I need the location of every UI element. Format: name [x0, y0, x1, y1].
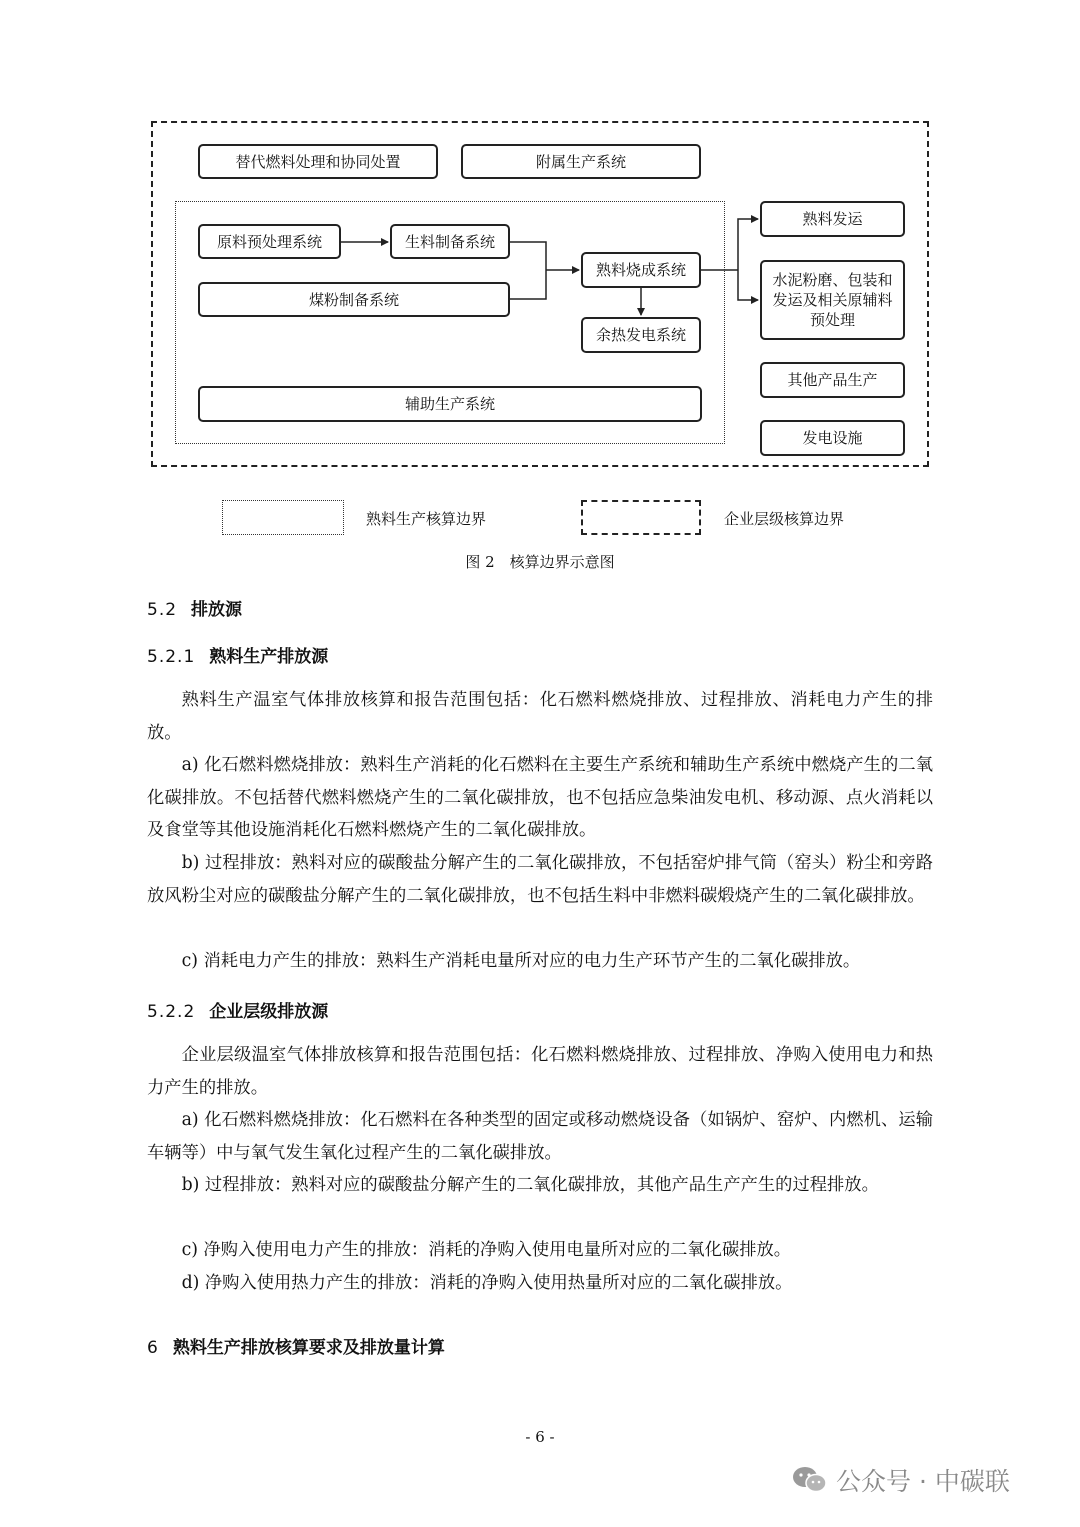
legend-enterprise-swatch	[581, 500, 701, 535]
box-alt-fuel: 替代燃料处理和协同处置	[198, 144, 438, 179]
paragraph: b) 过程排放：熟料对应的碳酸盐分解产生的二氧化碳排放，其他产品生产产生的过程排放。	[181, 1175, 879, 1195]
diagram-connectors	[0, 0, 1080, 600]
arrow-to-clinker-ship	[738, 219, 758, 270]
page-number: - 6 -	[525, 1428, 555, 1446]
box-waste-heat: 余热发电系统	[581, 317, 701, 353]
section-title: 排放源	[191, 600, 243, 620]
line-meal-out	[510, 242, 546, 299]
section-title: 企业层级排放源	[209, 1002, 329, 1022]
figure-caption: 图 2 核算边界示意图	[465, 553, 615, 571]
box-other-products: 其他产品生产	[760, 362, 905, 398]
paragraph: c) 净购入使用电力产生的排放：消耗的净购入使用电量所对应的二氧化碳排放。	[181, 1240, 792, 1260]
box-clinker-burn: 熟料烧成系统	[581, 252, 701, 288]
section-number: 5.2	[147, 600, 178, 620]
paragraph: 熟料生产温室气体排放核算和报告范围包括：化石燃料燃烧排放、过程排放、消耗电力产生的排放。	[147, 690, 933, 743]
box-raw-meal: 生料制备系统	[390, 224, 510, 259]
paragraph: a) 化石燃料燃烧排放：化石燃料在各种类型的固定或移动燃烧设备（如锅炉、窑炉、内燃机、运输车辆等）中与氧气发生氧化过程产生的二氧化碳排放。	[147, 1110, 933, 1163]
box-raw-pretreatment: 原料预处理系统	[198, 224, 341, 259]
box-cement-grinding: 水泥粉磨、包装和发运及相关原辅料预处理	[760, 260, 905, 340]
box-power-generation: 发电设施	[760, 420, 905, 456]
box-aux-production: 辅助生产系统	[198, 386, 702, 422]
section-heading-6	[147, 1333, 445, 1358]
box-coal-prep: 煤粉制备系统	[198, 282, 510, 317]
paragraph: d) 净购入使用热力产生的排放：消耗的净购入使用热量所对应的二氧化碳排放。	[181, 1273, 793, 1293]
section-number: 5.2.2	[147, 1002, 196, 1022]
section-heading-5-2-1	[147, 642, 328, 667]
paragraph: a) 化石燃料燃烧排放：熟料生产消耗的化石燃料在主要生产系统和辅助生产系统中燃烧产生的二氧化碳排放。不包括替代燃料燃烧产生的二氧化碳排放，也不包括应急柴油发电机、移动源、点火消耗以及食堂等其他设施消耗化石燃料燃烧产生的二氧化碳排放。	[147, 755, 933, 841]
wechat-icon	[792, 1465, 828, 1495]
section-number: 6	[147, 1338, 159, 1358]
section-title: 熟料生产排放源	[209, 647, 329, 667]
legend-enterprise-label: 企业层级核算边界	[724, 510, 845, 528]
watermark	[792, 1462, 1010, 1498]
section-heading-5-2	[147, 595, 242, 620]
section-title: 熟料生产排放核算要求及排放量计算	[172, 1338, 445, 1358]
paragraph: 企业层级温室气体排放核算和报告范围包括：化石燃料燃烧排放、过程排放、净购入使用电力和热力产生的排放。	[147, 1045, 933, 1098]
legend-clinker-label: 熟料生产核算边界	[366, 510, 487, 528]
paragraph: b) 过程排放：熟料对应的碳酸盐分解产生的二氧化碳排放，不包括窑炉排气筒（窑头）粉尘和旁路放风粉尘对应的碳酸盐分解产生的二氧化碳排放，也不包括生料中非燃料碳煅烧产生的二氧化碳排放。	[147, 853, 933, 906]
section-heading-5-2-2	[147, 997, 328, 1022]
watermark-text: 公众号 · 中碳联	[836, 1467, 1010, 1496]
box-ancillary: 附属生产系统	[461, 144, 701, 179]
legend-clinker-swatch	[222, 500, 344, 535]
paragraph: c) 消耗电力产生的排放：熟料生产消耗电量所对应的电力生产环节产生的二氧化碳排放。	[181, 951, 861, 971]
section-number: 5.2.1	[147, 647, 196, 667]
arrow-to-cement-grinding	[738, 270, 758, 300]
box-clinker-shipping: 熟料发运	[760, 201, 905, 237]
